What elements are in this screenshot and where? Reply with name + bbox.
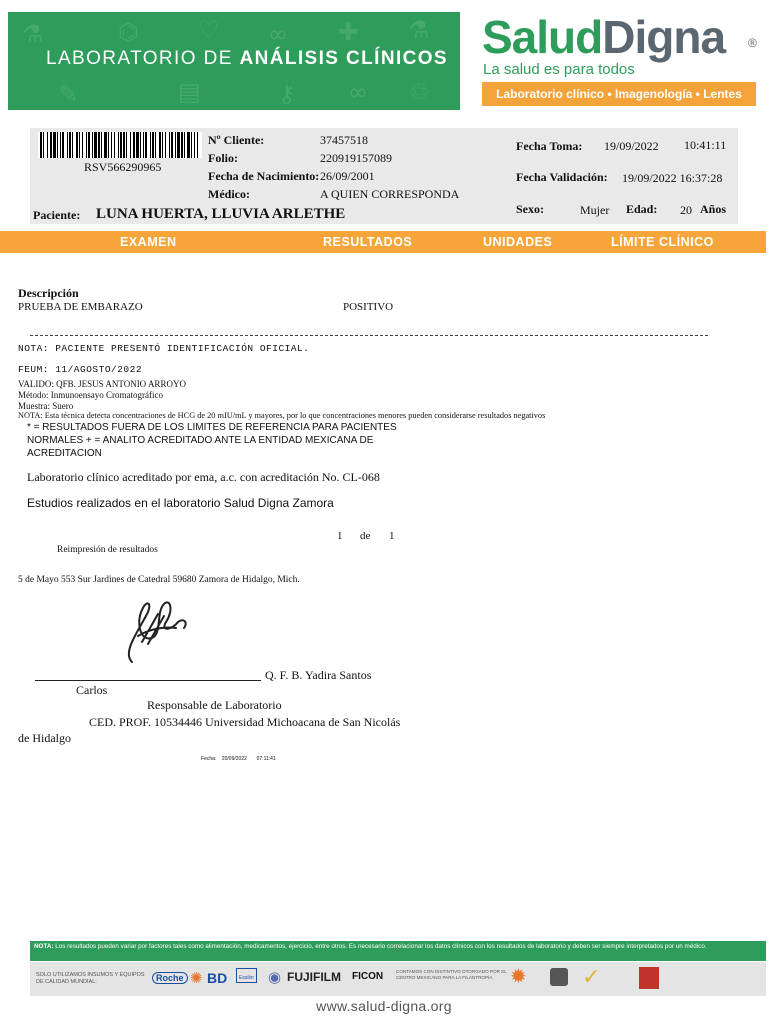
signer-name: Q. F. B. Yadira Santos: [265, 668, 372, 682]
validacion-label: Fecha Validación:: [516, 170, 608, 184]
medico-label: Médico:: [208, 187, 250, 201]
metodo: Método: Inmunoensayo Cromatográfico: [18, 390, 163, 400]
test-tube-icon: ⚗: [22, 20, 44, 48]
page-de: de: [360, 530, 371, 542]
cedula-cont: de Hidalgo: [18, 731, 71, 745]
filantropia-sun-icon: ✹: [510, 966, 527, 988]
check-badge-icon: ✓: [582, 964, 601, 989]
section-title: Descripción: [18, 286, 79, 300]
reimpresion: Reimpresión de resultados: [57, 545, 158, 555]
signer-role: Responsable de Laboratorio: [147, 698, 282, 712]
distintivo-text: CONTAMOS CON DISTINTIVO OTORGADO POR EL CENTRO MEXICANO PARA LA FILANTROPÍA: [396, 969, 507, 980]
edad-value: 20: [680, 203, 692, 217]
cliente-value: 37457518: [320, 133, 368, 147]
test-name: PRUEBA DE EMBARAZO: [18, 301, 143, 313]
barcode-icon: [38, 132, 202, 158]
divider: [30, 335, 708, 336]
bd-logo: BD: [207, 970, 228, 986]
test-result: POSITIVO: [343, 301, 394, 313]
header-banner: [8, 12, 460, 110]
signature-image: [118, 592, 196, 666]
acreditacion: Laboratorio clínico acreditado por ema, a.c. con acreditación No. CL-068: [27, 470, 380, 484]
glasses-icon: ∞: [348, 78, 368, 106]
estudios: Estudios realizados en el laboratorio Salud Digna Zamora: [27, 496, 334, 510]
syringe-icon: ✎: [58, 80, 79, 108]
nota-tecnica: NOTA: Esta técnica detecta concentraciones de HCG de 20 mIU/mL y mayores, por lo que concentraciones menores pueden considerarse resultados negativos: [18, 411, 546, 420]
logo-services: Laboratorio clínico • Imagenología • Lentes: [482, 82, 756, 106]
barcode-number: RSV566290965: [84, 160, 162, 174]
direccion: 5 de Mayo 553 Sur Jardines de Catedral 59680 Zamora de Hidalgo, Mich.: [18, 575, 300, 585]
salud-digna-logo: SaludDigna: [482, 11, 726, 63]
print-date: Fecha: 20/09/2022 07:11:41: [201, 756, 276, 762]
medico-value: A QUIEN CORRESPONDA: [320, 187, 460, 201]
ribbon-icon: ♲: [408, 78, 430, 106]
folio-value: 220919157089: [320, 151, 392, 165]
lab-title: LABORATORIO DE ANÁLISIS CLÍNICOS: [46, 48, 448, 69]
document-icon: ▤: [178, 78, 201, 106]
footer-brands: [30, 962, 766, 996]
feum: FEUM: 11/AGOSTO/2022: [18, 364, 143, 375]
essilor-logo: Essilor: [236, 968, 257, 983]
flask-icon: ⚗: [408, 16, 430, 44]
col-limite-clinico: LÍMITE CLÍNICO: [611, 235, 714, 249]
insumos-text: SOLO UTILIZAMOS INSUMOS Y EQUIPOS DE CALIDAD MUNDIAL:: [36, 972, 145, 985]
signature-line: [35, 680, 261, 681]
col-resultados: RESULTADOS: [323, 235, 413, 249]
page-number: 1: [337, 530, 343, 542]
paciente-name: LUNA HUERTA, LLUVIA ARLETHE: [96, 206, 346, 222]
website-url: www.salud-digna.org: [316, 998, 452, 1014]
microscope-icon: ⌬: [118, 18, 139, 46]
muestra: Muestra: Suero: [18, 401, 74, 411]
logo-tagline: La salud es para todos: [483, 61, 635, 78]
sexo-label: Sexo:: [516, 202, 544, 216]
roche-logo: Roche: [152, 972, 188, 984]
registered-mark: ®: [748, 36, 757, 50]
bd-sun-icon: ✺: [190, 970, 203, 987]
cedula: CED. PROF. 10534446 Universidad Michoacana de San Nicolás: [89, 715, 401, 729]
ficon-logo: FICON: [352, 971, 384, 982]
heart-icon: ♡: [198, 16, 220, 44]
results-table-header: [0, 231, 766, 253]
validacion-value: 19/09/2022 16:37:28: [622, 171, 723, 185]
certification-icon: [550, 968, 568, 986]
edad-unit: Años: [700, 202, 727, 216]
ge-logo-icon: ◉: [268, 969, 282, 986]
leyenda-line-1: * = RESULTADOS FUERA DE LOS LIMITES DE REFERENCIA PARA PACIENTES: [27, 422, 397, 433]
cross-icon: ✚: [338, 18, 359, 46]
fujifilm-logo: FUJIFILM: [287, 970, 341, 984]
leyenda-line-3: ACREDITACION: [27, 448, 102, 459]
signer-name-cont: Carlos: [76, 683, 108, 697]
toma-hora: 10:41:11: [684, 138, 727, 152]
nacimiento-label: Fecha de Nacimiento:: [208, 169, 320, 183]
valido: VALIDO: QFB. JESUS ANTONIO ARROYO: [18, 379, 186, 389]
leyenda-line-2: NORMALES + = ANALITO ACREDITADO ANTE LA ENTIDAD MEXICANA DE: [27, 435, 374, 446]
cliente-label: Nº Cliente:: [208, 133, 265, 147]
col-examen: EXAMEN: [120, 235, 177, 249]
edad-label: Edad:: [626, 202, 658, 216]
glasses-icon: ∞: [268, 20, 288, 48]
folio-label: Folio:: [208, 151, 238, 165]
footer-disclaimer: NOTA: Los resultados pueden variar por factores tales como alimentación, medicamentos, ejercicio, entre otros. Es necesario correlacionar los datos clínicos con los resultados de laboratorio y deben ser siempre interpretados por un médico.: [30, 941, 766, 961]
col-unidades: UNIDADES: [483, 235, 553, 249]
key-icon: ⚷: [278, 80, 296, 108]
paciente-label: Paciente:: [33, 208, 81, 222]
red-badge-icon: [639, 967, 659, 989]
toma-label: Fecha Toma:: [516, 139, 583, 153]
page-total: 1: [389, 530, 395, 542]
nota-identificacion: NOTA: PACIENTE PRESENTÓ IDENTIFICACIÓN OFICIAL.: [18, 343, 310, 354]
nacimiento-value: 26/09/2001: [320, 169, 375, 183]
sexo-value: Mujer: [580, 203, 610, 217]
toma-fecha: 19/09/2022: [604, 139, 659, 153]
